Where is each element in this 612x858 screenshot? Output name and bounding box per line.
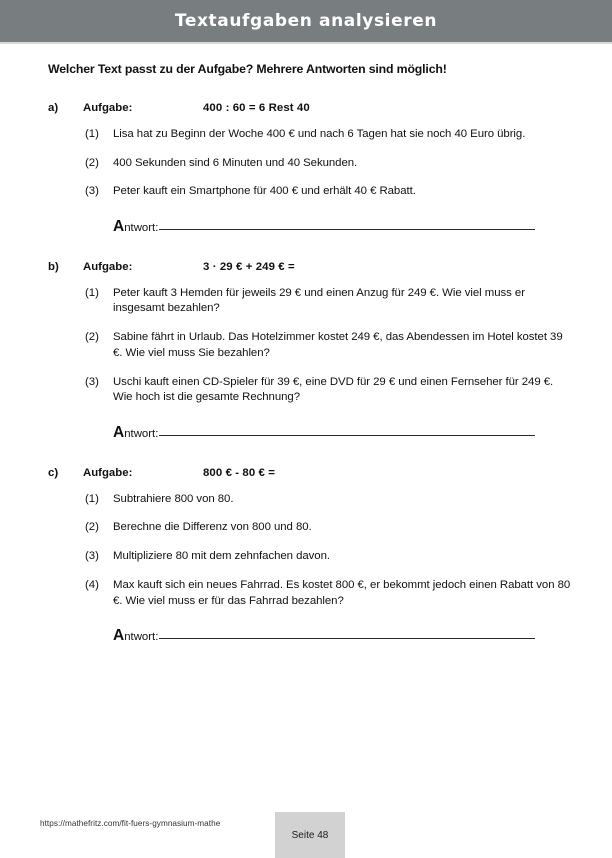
option-text: Lisa hat zu Beginn der Woche 400 € und nach 6 Tagen hat sie noch 40 Euro übrig. [113, 128, 526, 140]
option-text: Max kauft sich ein neues Fahrrad. Es kostet 800 €, er bekommt jedoch einen Rabatt von 80 €. Wie viel muss er für das Fahrrad bezahlen? [113, 578, 571, 607]
exercise-letter: a) [48, 102, 59, 114]
option-text: Peter kauft ein Smartphone für 400 € und erhält 40 € Rabatt. [113, 185, 416, 198]
answer-label-rest: ntwort: [124, 428, 159, 441]
exercise-block [0, 102, 612, 235]
footer-source-url: https://mathefritz.com/fit-fuers-gymnasium-mathe [40, 819, 221, 828]
exercise-letter: b) [48, 260, 59, 273]
exercise-option[interactable] [85, 156, 612, 172]
exercise-option[interactable] [85, 375, 612, 406]
worksheet-body [0, 46, 612, 644]
exercise-option[interactable] [85, 184, 612, 200]
exercise-option[interactable] [85, 330, 612, 361]
exercise-option[interactable] [85, 286, 612, 317]
exercise-expression: 3 · 29 € + 249 € = [203, 260, 295, 273]
exercise-option[interactable] [85, 549, 612, 565]
option-number: (4) [85, 578, 99, 591]
option-number: (3) [85, 185, 99, 198]
answer-label-capital: A [113, 218, 125, 236]
exercise-header [48, 102, 612, 114]
option-number: (1) [85, 128, 99, 140]
page-number-box [275, 812, 345, 858]
answer-row [113, 628, 612, 644]
exercise-header [48, 467, 612, 479]
option-text: Multipliziere 80 mit dem zehnfachen davon. [113, 550, 330, 563]
option-text: 400 Sekunden sind 6 Minuten und 40 Sekunden. [113, 156, 358, 169]
page-number-label: Seite 48 [291, 829, 329, 841]
answer-write-in-line[interactable] [159, 228, 535, 230]
page-title: Textaufgaben analysieren [174, 11, 438, 31]
option-number: (1) [85, 286, 99, 299]
page-footer [0, 798, 612, 858]
exercise-block [0, 467, 612, 644]
answer-label [113, 219, 158, 235]
exercise-label: Aufgabe: [83, 260, 133, 273]
answer-label [113, 425, 158, 441]
exercise-option[interactable] [85, 492, 612, 508]
exercise-option[interactable] [85, 578, 612, 609]
option-number: (1) [85, 492, 99, 505]
option-text: Subtrahiere 800 von 80. [113, 492, 234, 505]
answer-write-in-line[interactable] [159, 637, 535, 639]
answer-label-capital: A [113, 627, 125, 645]
answer-label-capital: A [113, 424, 125, 442]
exercise-option[interactable] [85, 520, 612, 536]
answer-write-in-line[interactable] [159, 434, 535, 436]
option-text: Peter kauft 3 Hemden für jeweils 29 € und einen Anzug für 249 €. Wie viel muss er insgesamt bezahlen? [113, 286, 525, 315]
answer-row [113, 219, 612, 235]
option-text: Sabine fährt in Urlaub. Das Hotelzimmer kostet 249 €, das Abendessen im Hotel kostet 39 €. Wie viel muss Sie bezahlen? [113, 331, 563, 359]
option-number: (3) [85, 550, 99, 563]
answer-label [113, 628, 158, 644]
option-number: (3) [85, 375, 99, 388]
exercise-option[interactable] [85, 127, 612, 143]
answer-row [113, 425, 612, 441]
exercise-block [0, 261, 612, 441]
option-text: Berechne die Differenz von 800 und 80. [113, 521, 312, 534]
option-number: (2) [85, 521, 99, 534]
option-number: (2) [85, 331, 99, 344]
page-header-bar [0, 0, 612, 44]
exercise-label: Aufgabe: [83, 102, 133, 114]
exercise-options [0, 286, 612, 406]
option-text: Uschi kauft einen CD-Spieler für 39 €, eine DVD für 29 € und einen Fernseher für 249 €. Wie hoch ist die gesamte Rechnung? [113, 375, 554, 404]
exercise-label: Aufgabe: [83, 466, 133, 479]
exercise-header [48, 261, 612, 273]
exercise-letter: c) [48, 466, 59, 479]
exercise-options [0, 492, 612, 610]
exercise-expression: 400 : 60 = 6 Rest 40 [203, 102, 310, 114]
exercise-options [0, 127, 612, 200]
option-number: (2) [85, 156, 99, 169]
exercise-list [0, 102, 612, 644]
answer-label-rest: ntwort: [124, 631, 159, 644]
exercise-expression: 800 € - 80 € = [203, 466, 276, 479]
intro-question: Welcher Text passt zu der Aufgabe? Mehrere Antworten sind möglich! [48, 62, 447, 76]
answer-label-rest: ntwort: [124, 222, 159, 235]
